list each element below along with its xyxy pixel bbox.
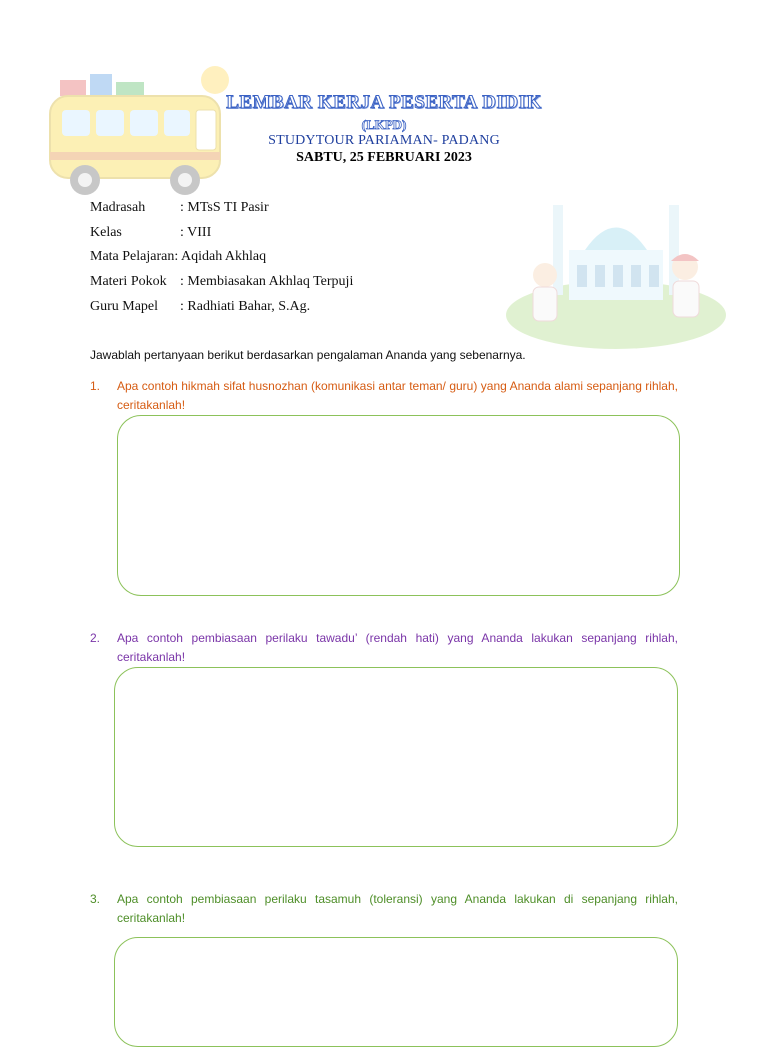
answer-box-3[interactable] (114, 937, 678, 1047)
info-row-mata-pelajaran (90, 245, 353, 270)
answer-box-1[interactable] (117, 415, 680, 596)
info-label: Kelas (90, 224, 122, 240)
identity-info (90, 196, 353, 319)
question-number: 1. (90, 379, 101, 393)
question-3 (90, 890, 678, 928)
info-value: : VIII (180, 224, 212, 240)
trip-date: SABTU, 25 FEBRUARI 2023 (296, 150, 472, 165)
info-label: Materi Pokok (90, 274, 167, 290)
answer-box-2[interactable] (114, 667, 678, 847)
question-text: Apa contoh pembiasaan perilaku tasamuh (toleransi) yang Ananda lakukan di sepanjang rihlah, ceritakanlah! (117, 892, 678, 925)
info-row-kelas (90, 221, 353, 246)
info-value: : Radhiati Bahar, S.Ag. (180, 298, 311, 314)
question-number: 2. (90, 631, 101, 645)
worksheet-subtitle: (LKPD) (361, 117, 407, 132)
info-row-guru-mapel (90, 294, 353, 319)
question-text: Apa contoh hikmah sifat husnozhan (komunikasi antar teman/ guru) yang Ananda alami sepanjang rihlah, ceritakanlah! (117, 379, 678, 412)
question-2 (90, 629, 678, 667)
info-value: : Membiasakan Akhlaq Terpuji (180, 274, 354, 290)
info-label: Guru Mapel (90, 298, 159, 314)
question-number: 3. (90, 892, 101, 906)
info-label: Madrasah (90, 200, 146, 216)
worksheet-title: LEMBAR KERJA PESERTA DIDIK (226, 92, 542, 113)
trip-name: STUDYTOUR PARIAMAN- PADANG (268, 133, 500, 148)
info-row-materi-pokok (90, 270, 353, 295)
question-text: Apa contoh pembiasaan perilaku tawadu’ (rendah hati) yang Ananda lakukan sepanjang rihlah, ceritakanlah! (117, 631, 678, 664)
info-value: Aqidah Akhlaq (178, 249, 267, 265)
info-label: Mata Pelajaran: (90, 249, 179, 265)
instruction-text: Jawablah pertanyaan berikut berdasarkan pengalaman Ananda yang sebenarnya. (90, 348, 526, 362)
info-value: : MTsS TI Pasir (180, 200, 269, 216)
info-row-madrasah (90, 196, 353, 221)
question-1 (90, 377, 678, 415)
mosque-illustration (505, 195, 727, 355)
